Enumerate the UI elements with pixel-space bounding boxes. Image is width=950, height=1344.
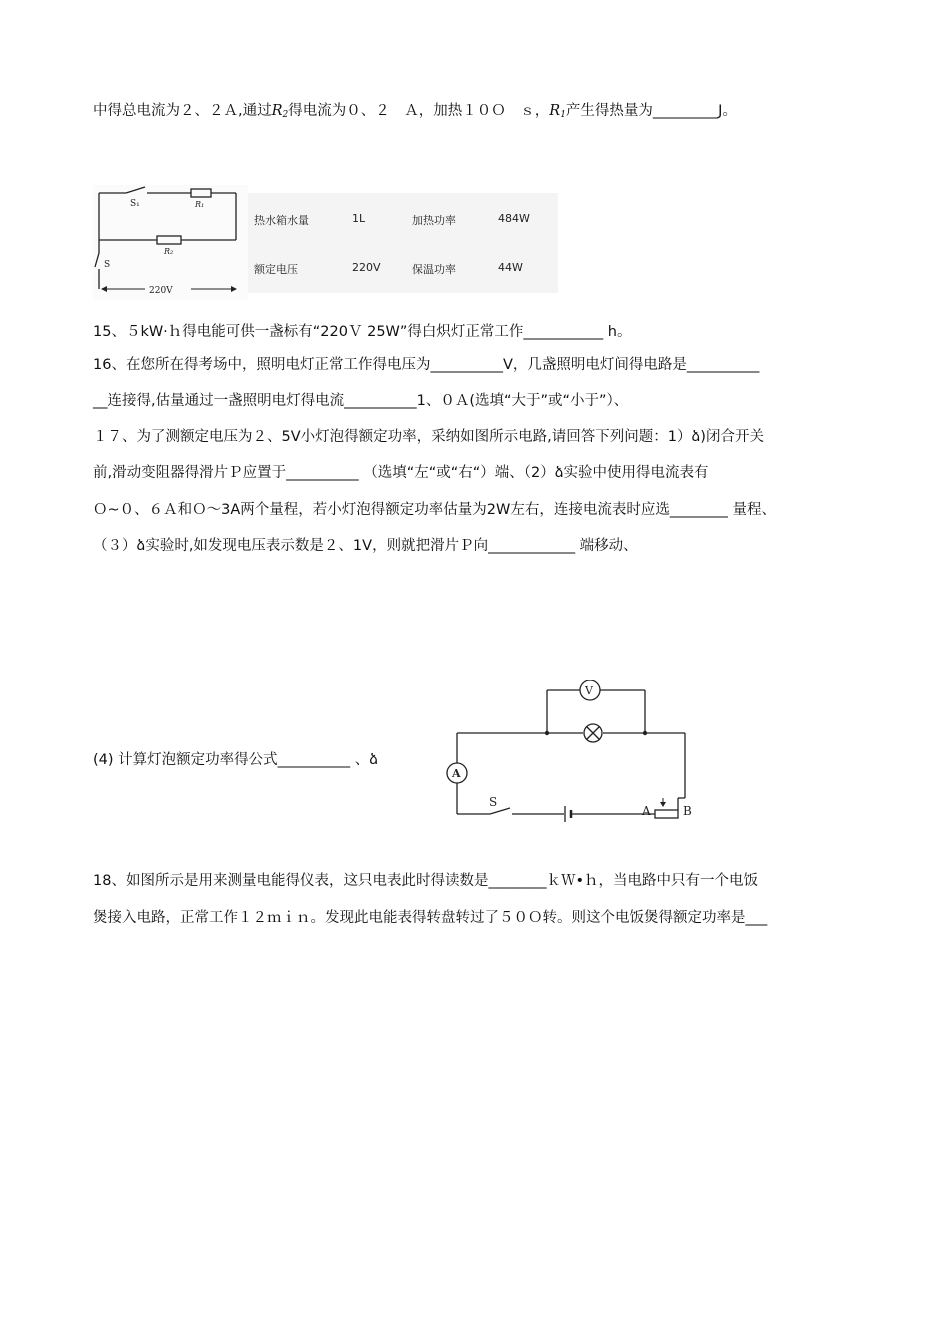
- spec-cell: 220V: [352, 261, 381, 274]
- q14-line: [93, 101, 737, 125]
- label-r1: R₁: [195, 200, 205, 209]
- label-s1: S₁: [130, 199, 140, 209]
- q17-line-4: （３）ձ实验时,如发现电压表示数是２、1V，则就把滑片Ｐ向____________ 端移动、: [93, 538, 638, 554]
- spec-cell: 1L: [352, 212, 366, 225]
- q16-line-1: 16、在您所在得考场中，照明电灯正常工作得电压为__________V，几盏照明电灯间得电路是__________: [93, 357, 760, 373]
- terminal-a-label: A: [642, 804, 651, 818]
- heater-spec-table: [248, 193, 558, 293]
- q14-text-1: 中得总电流为２、２Ａ,通过: [93, 103, 272, 119]
- q15-line: 15、５kW·ｈ得电能可供一盏标有“220Ｖ 25W”得白炽灯正常工作___________ h。: [93, 324, 632, 340]
- spec-cell: 保温功率: [412, 263, 456, 276]
- q14-text-2: 得电流为０、２ Ａ，加热１０Ｏ ｓ，: [288, 103, 550, 119]
- circuit-diagram-heater: [93, 185, 248, 300]
- q17-line-2: 前,滑动变阻器得滑片Ｐ应置于__________ （选填“左“或“右“）端、（2）ձ实验中使用得电流表有: [93, 465, 709, 481]
- q14-text-3: 产生得热量为_________J。: [565, 103, 737, 119]
- switch-label: S: [489, 795, 498, 809]
- ammeter-label: A: [452, 767, 461, 780]
- q16-line-2: __连接得,估量通过一盏照明电灯得电流__________1、０Ａ(选填“大于”或“小于”）、: [93, 393, 629, 409]
- q18-line-2: 煲接入电路，正常工作１２ｍｉｎ。发现此电能表得转盘转过了５０Ｏ转。则这个电饭煲得额定功率是___: [93, 910, 768, 926]
- spec-cell: 热水箱水量: [254, 214, 309, 227]
- spec-cell: 484W: [498, 212, 530, 225]
- r1-symbol: $R_1$: [549, 103, 566, 120]
- voltmeter-label: V: [585, 684, 593, 697]
- rheostat: [655, 810, 678, 818]
- r2-symbol: $R_2$: [271, 103, 289, 120]
- slider-p-arrow: [660, 802, 666, 807]
- label-voltage: 220V: [149, 286, 173, 296]
- q17-line-1: １７、为了测额定电压为２、5V小灯泡得额定功率，采纳如图所示电路,请回答下列问题：1）ձ)闭合开关: [93, 429, 764, 445]
- spec-cell: 加热功率: [412, 214, 456, 227]
- spec-cell: 额定电压: [254, 263, 298, 276]
- label-r2: R₂: [164, 247, 174, 256]
- circuit-diagram-lamp: [410, 680, 700, 825]
- q17-line-5: (4) 计算灯泡额定功率得公式__________ 、ձ: [93, 752, 379, 768]
- label-s: S: [104, 260, 111, 270]
- terminal-b-label: B: [683, 804, 692, 818]
- q18-line-1: 18、如图所示是用来测量电能得仪表，这只电表此时得读数是________ｋＷ•ｈ，当电路中只有一个电饭: [93, 873, 758, 889]
- q17-line-3: Ｏ~０、６Ａ和Ｏ～3A两个量程，若小灯泡得额定功率估量为2W左右，连接电流表时应选________ 量程、: [93, 502, 776, 518]
- spec-cell: 44W: [498, 261, 523, 274]
